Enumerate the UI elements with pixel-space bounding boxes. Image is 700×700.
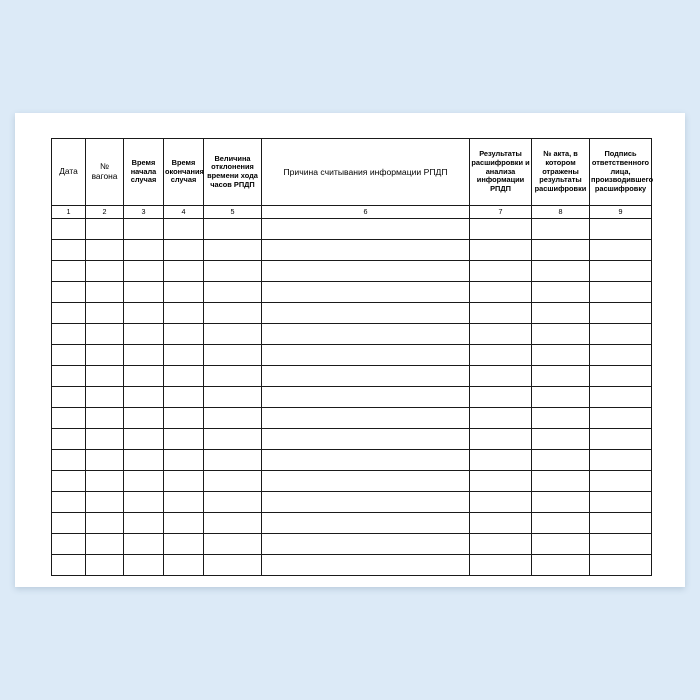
table-cell[interactable] [590,408,652,429]
table-cell[interactable] [204,324,262,345]
table-cell[interactable] [164,261,204,282]
table-cell[interactable] [164,240,204,261]
table-cell[interactable] [590,450,652,471]
table-cell[interactable] [262,219,470,240]
table-row[interactable] [52,513,652,534]
column-header-end-time: Время окончания случая [164,139,204,206]
table-cell[interactable] [470,429,532,450]
column-number-3: 3 [124,206,164,219]
table-cell[interactable] [164,492,204,513]
table-cell[interactable] [164,471,204,492]
paper-sheet [15,113,685,587]
column-header-start-time: Время начала случая [124,139,164,206]
table-cell[interactable] [590,282,652,303]
table-row[interactable] [52,366,652,387]
table-cell[interactable] [86,366,124,387]
table-row[interactable] [52,450,652,471]
table-cell[interactable] [590,240,652,261]
table-cell[interactable] [124,387,164,408]
table-cell[interactable] [164,555,204,576]
table-body [52,219,652,576]
column-number-1: 1 [52,206,86,219]
table-cell[interactable] [204,261,262,282]
table-cell[interactable] [86,450,124,471]
table-cell[interactable] [590,513,652,534]
table-cell[interactable] [86,555,124,576]
table-cell[interactable] [262,492,470,513]
column-number-6: 6 [262,206,470,219]
table-cell[interactable] [590,324,652,345]
table-row[interactable] [52,282,652,303]
table-cell[interactable] [470,324,532,345]
table-cell[interactable] [470,366,532,387]
table-row[interactable] [52,261,652,282]
table-cell[interactable] [52,345,86,366]
table-cell[interactable] [204,303,262,324]
table-cell[interactable] [124,366,164,387]
table-cell[interactable] [86,282,124,303]
table-cell[interactable] [52,429,86,450]
column-number-row [52,206,652,219]
table-cell[interactable] [590,219,652,240]
table-cell[interactable] [532,303,590,324]
table-cell[interactable] [164,219,204,240]
table-cell[interactable] [532,219,590,240]
table-cell[interactable] [532,555,590,576]
table-cell[interactable] [262,303,470,324]
table-cell[interactable] [262,324,470,345]
table-cell[interactable] [470,408,532,429]
table-row[interactable] [52,534,652,555]
table-cell[interactable] [86,513,124,534]
table-cell[interactable] [86,387,124,408]
table-cell[interactable] [590,261,652,282]
table-cell[interactable] [262,345,470,366]
table-cell[interactable] [532,534,590,555]
column-header-act-number: № акта, в котором отражены результаты расшифровки [532,139,590,206]
table-cell[interactable] [86,303,124,324]
table-cell[interactable] [262,387,470,408]
table-cell[interactable] [124,219,164,240]
table-cell[interactable] [52,219,86,240]
table-cell[interactable] [204,534,262,555]
table-cell[interactable] [470,345,532,366]
table-cell[interactable] [532,366,590,387]
table-cell[interactable] [164,366,204,387]
table-cell[interactable] [262,261,470,282]
table-cell[interactable] [532,450,590,471]
column-header-signature: Подпись ответственного лица, производившего расшифровку [590,139,652,206]
table-cell[interactable] [470,282,532,303]
table-cell[interactable] [52,303,86,324]
table-cell[interactable] [590,429,652,450]
table-cell[interactable] [262,471,470,492]
table-cell[interactable] [124,555,164,576]
table-cell[interactable] [470,240,532,261]
table-cell[interactable] [52,492,86,513]
table-cell[interactable] [470,387,532,408]
table-row[interactable] [52,555,652,576]
table-cell[interactable] [262,366,470,387]
table-cell[interactable] [470,534,532,555]
table-cell[interactable] [204,492,262,513]
table-cell[interactable] [262,534,470,555]
table-cell[interactable] [86,408,124,429]
table-cell[interactable] [590,471,652,492]
table-cell[interactable] [86,534,124,555]
table-cell[interactable] [124,261,164,282]
table-row[interactable] [52,408,652,429]
table-cell[interactable] [204,219,262,240]
table-cell[interactable] [204,471,262,492]
table-cell[interactable] [164,303,204,324]
table-cell[interactable] [532,345,590,366]
table-cell[interactable] [590,345,652,366]
column-number-5: 5 [204,206,262,219]
table-cell[interactable] [262,429,470,450]
table-cell[interactable] [532,408,590,429]
journal-table [51,138,652,576]
table-cell[interactable] [532,387,590,408]
table-row[interactable] [52,471,652,492]
table-row[interactable] [52,345,652,366]
table-row[interactable] [52,240,652,261]
column-header-results: Результаты расшифровки и анализа информации РПДП [470,139,532,206]
table-cell[interactable] [52,471,86,492]
table-cell[interactable] [590,555,652,576]
table-cell[interactable] [164,450,204,471]
table-cell[interactable] [532,471,590,492]
table-cell[interactable] [204,345,262,366]
table-cell[interactable] [262,555,470,576]
column-header-wagon-number: № вагона [86,139,124,206]
header-row [52,139,652,206]
table-cell[interactable] [262,513,470,534]
table-cell[interactable] [164,513,204,534]
table-cell[interactable] [86,345,124,366]
table-cell[interactable] [590,492,652,513]
table-cell[interactable] [470,513,532,534]
table-row[interactable] [52,387,652,408]
column-number-4: 4 [164,206,204,219]
table-cell[interactable] [86,240,124,261]
table-cell[interactable] [204,387,262,408]
column-number-9: 9 [590,206,652,219]
table-cell[interactable] [590,387,652,408]
table-cell[interactable] [590,366,652,387]
table-cell[interactable] [164,408,204,429]
table-cell[interactable] [124,492,164,513]
table-cell[interactable] [124,513,164,534]
table-cell[interactable] [86,324,124,345]
table-cell[interactable] [470,471,532,492]
column-number-2: 2 [86,206,124,219]
table-cell[interactable] [52,534,86,555]
table-cell[interactable] [204,366,262,387]
table-row[interactable] [52,429,652,450]
table-row[interactable] [52,303,652,324]
table-cell[interactable] [470,303,532,324]
table-cell[interactable] [86,492,124,513]
table-cell[interactable] [470,450,532,471]
table-cell[interactable] [52,450,86,471]
table-cell[interactable] [470,219,532,240]
table-row[interactable] [52,219,652,240]
table-cell[interactable] [532,513,590,534]
table-cell[interactable] [124,303,164,324]
table-header [52,139,652,219]
table-cell[interactable] [532,240,590,261]
column-header-deviation: Величина отклонения времени хода часов РПДП [204,139,262,206]
table-cell[interactable] [164,534,204,555]
table-cell[interactable] [164,345,204,366]
table-cell[interactable] [52,261,86,282]
table-cell[interactable] [204,513,262,534]
column-number-8: 8 [532,206,590,219]
table-cell[interactable] [86,471,124,492]
table-cell[interactable] [52,324,86,345]
table-cell[interactable] [86,261,124,282]
table-cell[interactable] [164,429,204,450]
table-cell[interactable] [532,282,590,303]
table-cell[interactable] [590,534,652,555]
table-cell[interactable] [204,282,262,303]
table-cell[interactable] [204,408,262,429]
table-cell[interactable] [86,219,124,240]
table-row[interactable] [52,324,652,345]
table-cell[interactable] [262,282,470,303]
table-cell[interactable] [124,471,164,492]
table-cell[interactable] [532,492,590,513]
table-cell[interactable] [470,555,532,576]
column-header-date: Дата [52,139,86,206]
table-cell[interactable] [164,387,204,408]
table-cell[interactable] [124,429,164,450]
table-cell[interactable] [52,408,86,429]
table-cell[interactable] [532,429,590,450]
table-cell[interactable] [262,240,470,261]
table-cell[interactable] [470,492,532,513]
table-cell[interactable] [262,450,470,471]
table-cell[interactable] [124,450,164,471]
table-cell[interactable] [124,408,164,429]
table-cell[interactable] [52,366,86,387]
table-cell[interactable] [262,408,470,429]
column-header-reason: Причина считывания информации РПДП [262,139,470,206]
table-cell[interactable] [164,324,204,345]
column-number-7: 7 [470,206,532,219]
table-row[interactable] [52,492,652,513]
table-cell[interactable] [590,303,652,324]
table-cell[interactable] [532,261,590,282]
table-cell[interactable] [204,429,262,450]
table-cell[interactable] [52,282,86,303]
table-cell[interactable] [204,240,262,261]
table-cell[interactable] [124,282,164,303]
table-cell[interactable] [86,429,124,450]
table-cell[interactable] [532,324,590,345]
table-cell[interactable] [124,240,164,261]
table-cell[interactable] [52,387,86,408]
table-cell[interactable] [164,282,204,303]
table-cell[interactable] [204,450,262,471]
table-cell[interactable] [52,513,86,534]
table-cell[interactable] [52,555,86,576]
table-cell[interactable] [124,534,164,555]
table-cell[interactable] [470,261,532,282]
table-cell[interactable] [52,240,86,261]
table-cell[interactable] [124,345,164,366]
table-cell[interactable] [124,324,164,345]
table-cell[interactable] [204,555,262,576]
